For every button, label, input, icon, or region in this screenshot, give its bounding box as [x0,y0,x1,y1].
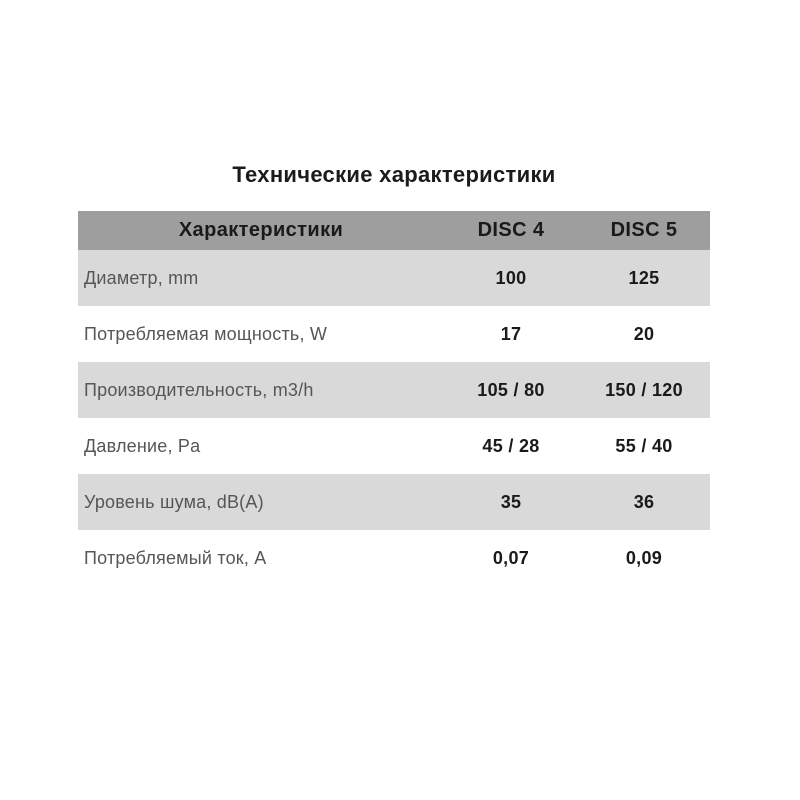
row-value-disc5: 36 [633,491,655,512]
header-disc5: DISC 5 [610,219,678,241]
table-row-current [78,530,710,586]
row-value-disc5: 125 [628,267,660,288]
page-title: Технические характеристики [232,162,556,187]
row-value-disc5: 150 / 120 [605,379,683,400]
row-label: Давление, Pa [84,435,201,456]
table-row-noise [78,474,710,530]
row-label: Потребляемая мощность, W [84,323,328,344]
table-row-pressure [78,418,710,474]
table-row-power [78,306,710,362]
row-value-disc5: 0,09 [625,547,663,568]
row-value-disc4: 35 [500,491,522,512]
row-value-disc5: 20 [633,323,655,344]
table-header-row [78,211,710,250]
row-value-disc4: 45 / 28 [482,435,540,456]
row-label: Уровень шума, dB(A) [84,491,264,512]
spec-table [78,211,710,586]
row-value-disc4: 17 [500,323,522,344]
header-characteristics: Характеристики [178,219,344,241]
header-disc4: DISC 4 [477,219,545,241]
row-label: Диаметр, mm [84,267,199,288]
row-value-disc5: 55 / 40 [615,435,673,456]
row-label: Производительность, m3/h [84,379,314,400]
row-value-disc4: 105 / 80 [477,379,545,400]
row-value-disc4: 100 [495,267,527,288]
table-row-performance [78,362,710,418]
row-label: Потребляемый ток, A [84,547,267,568]
row-value-disc4: 0,07 [492,547,530,568]
table-row-diameter [78,250,710,306]
